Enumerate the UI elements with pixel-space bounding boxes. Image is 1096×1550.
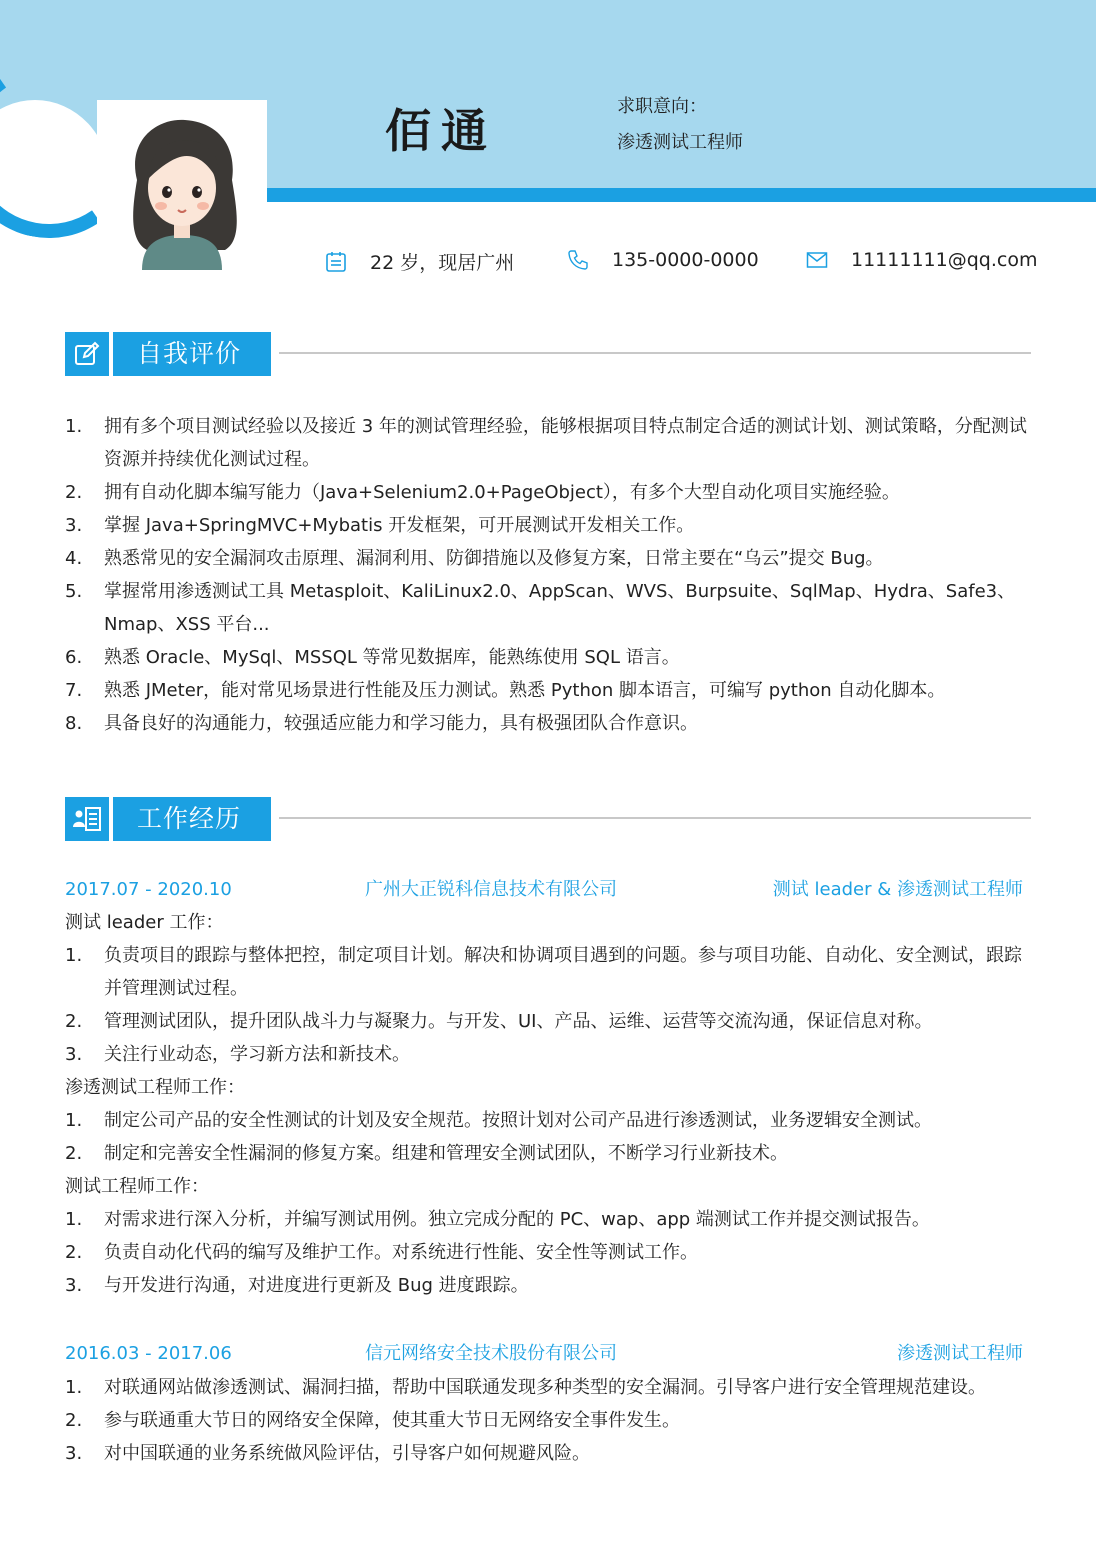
list-item: 3. 关注行业动态，学习新方法和新技术。 — [65, 1044, 410, 1065]
contact-email — [805, 248, 1037, 272]
phone-text: 135-0000-0000 — [612, 249, 759, 271]
list-item: 5. 掌握常用渗透测试工具 Metasploit、KaliLinux2.0、AppScan、WVS、Burpsuite、SqlMap、Hydra、Safe3、Nmap、XSS 平台... — [65, 581, 1016, 635]
calendar-icon — [324, 250, 348, 274]
section-title: 自我评价 — [113, 332, 271, 376]
list-item: 1. 拥有多个项目测试经验以及接近 3 年的测试管理经验，能够根据项目特点制定合适的测试计划、测试策略，分配测试资源并持续优化测试过程。 — [65, 416, 1027, 470]
list-item: 2. 拥有自动化脚本编写能力（Java+Selenium2.0+PageObject），有多个大型自动化项目实施经验。 — [65, 482, 900, 503]
job-date: 2016.03 - 2017.06 — [65, 1343, 232, 1364]
section-title: 工作经历 — [113, 797, 271, 841]
job-date: 2017.07 - 2020.10 — [65, 879, 232, 900]
candidate-name: 佰通 — [385, 104, 497, 158]
contact-phone — [566, 248, 759, 272]
job-duty-list — [65, 1203, 1031, 1302]
list-item: 1. 制定公司产品的安全性测试的计划及安全规范。按照计划对公司产品进行渗透测试，业务逻辑安全测试。 — [65, 1110, 932, 1131]
list-item: 2. 管理测试团队，提升团队战斗力与凝聚力。与开发、UI、产品、运维、运营等交流沟通，保证信息对称。 — [65, 1011, 933, 1032]
list-item: 4. 熟悉常见的安全漏洞攻击原理、漏洞利用、防御措施以及修复方案，日常主要在“乌云”提交 Bug。 — [65, 548, 884, 569]
list-item: 8. 具备良好的沟通能力，较强适应能力和学习能力，具有极强团队合作意识。 — [65, 713, 698, 734]
list-item: 3. 掌握 Java+SpringMVC+Mybatis 开发框架，可开展测试开发相关工作。 — [65, 515, 695, 536]
job-intent-value: 渗透测试工程师 — [617, 132, 743, 153]
list-item: 1. 对联通网站做渗透测试、漏洞扫描，帮助中国联通发现多种类型的安全漏洞。引导客户进行安全管理规范建设。 — [65, 1377, 986, 1398]
job-role: 测试 leader & 渗透测试工程师 — [772, 879, 1023, 900]
job-subheading: 测试工程师工作： — [65, 1176, 209, 1197]
section-header-self-eval — [65, 332, 1031, 376]
list-item: 2. 制定和完善安全性漏洞的修复方案。组建和管理安全测试团队，不断学习行业新技术。 — [65, 1143, 788, 1164]
avatar — [97, 100, 267, 270]
job-duty-list — [65, 1104, 1031, 1170]
list-item: 1. 负责项目的跟踪与整体把控，制定项目计划。解决和协调项目遇到的问题。参与项目功能、自动化、安全测试，跟踪并管理测试过程。 — [65, 945, 1022, 999]
self-eval-list — [65, 410, 1031, 740]
job-role: 渗透测试工程师 — [897, 1343, 1023, 1364]
list-item: 6. 熟悉 Oracle、MySql、MSSQL 等常见数据库，能熟练使用 SQL 语言。 — [65, 647, 680, 668]
contact-age-location — [324, 248, 514, 275]
job-company: 信元网络安全技术股份有限公司 — [365, 1343, 617, 1364]
list-item: 1. 对需求进行深入分析，并编写测试用例。独立完成分配的 PC、wap、app 端测试工作并提交测试报告。 — [65, 1209, 930, 1230]
list-item: 7. 熟悉 JMeter，能对常见场景进行性能及压力测试。熟悉 Python 脚本语言，可编写 python 自动化脚本。 — [65, 680, 946, 701]
job-subheading: 测试 leader 工作： — [65, 912, 224, 933]
list-item: 2. 参与联通重大节日的网络安全保障，使其重大节日无网络安全事件发生。 — [65, 1410, 680, 1431]
section-divider — [279, 352, 1031, 354]
resume-icon — [65, 797, 109, 841]
list-item: 3. 对中国联通的业务系统做风险评估，引导客户如何规避风险。 — [65, 1443, 590, 1464]
list-item: 2. 负责自动化代码的编写及维护工作。对系统进行性能、安全性等测试工作。 — [65, 1242, 698, 1263]
job-header — [65, 873, 1023, 906]
edit-icon — [65, 332, 109, 376]
job-duty-list — [65, 1371, 1031, 1470]
job-company: 广州大正锐科信息技术有限公司 — [365, 879, 617, 900]
job-duty-list — [65, 939, 1031, 1071]
job-intent-label: 求职意向： — [617, 96, 707, 117]
mail-icon — [805, 248, 829, 272]
job-header — [65, 1337, 1023, 1370]
job-subheading: 渗透测试工程师工作： — [65, 1077, 245, 1098]
age-location-text: 22 岁，现居广州 — [370, 252, 515, 274]
section-header-work — [65, 797, 1031, 841]
email-text: 11111111@qq.com — [851, 249, 1038, 271]
phone-icon — [566, 248, 590, 272]
section-divider — [279, 817, 1031, 819]
list-item: 3. 与开发进行沟通，对进度进行更新及 Bug 进度跟踪。 — [65, 1275, 529, 1296]
